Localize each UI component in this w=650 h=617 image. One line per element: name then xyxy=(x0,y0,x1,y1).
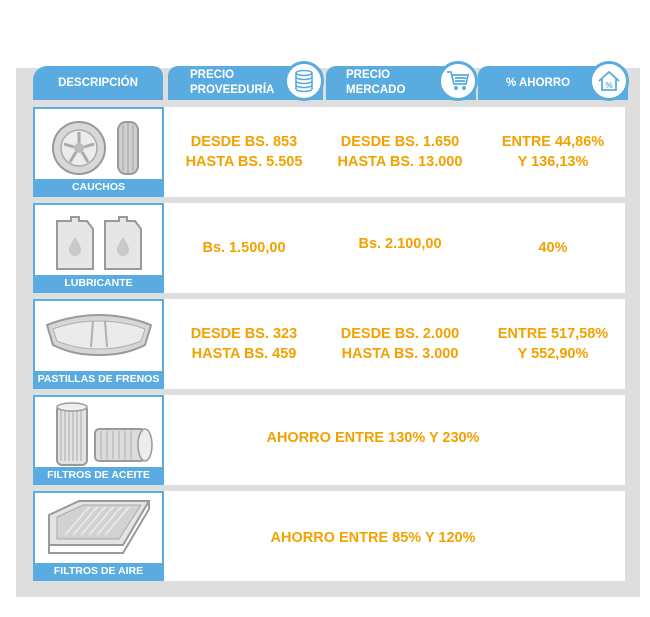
header-descripcion-label: DESCRIPCIÓN xyxy=(58,77,138,89)
oil-containers-icon xyxy=(35,207,162,277)
svg-text:%: % xyxy=(605,81,613,90)
cell-line: Bs. 2.100,00 xyxy=(358,236,442,252)
precio-mercado-cell xyxy=(325,299,475,389)
cell-line: HASTA BS. 459 xyxy=(191,346,297,362)
brake-pad-icon xyxy=(35,303,162,373)
ahorro-cell xyxy=(481,107,625,197)
product-name: PASTILLAS DE FRENOS xyxy=(35,371,162,387)
ahorro-cell xyxy=(481,203,625,293)
product-name: CAUCHOS xyxy=(35,179,162,195)
product-name: LUBRICANTE xyxy=(35,275,162,291)
ahorro-summary-cell xyxy=(145,393,601,483)
precio-mercado-cell xyxy=(325,107,475,197)
header-ahorro-label: % AHORRO xyxy=(506,77,571,89)
table-row xyxy=(33,299,625,389)
ahorro-cell xyxy=(481,299,625,389)
cell-line: DESDE BS. 2.000 xyxy=(340,326,460,342)
cell-line: HASTA BS. 5.505 xyxy=(185,154,303,170)
precio-proveeduria-cell xyxy=(169,203,319,293)
air-filter-icon xyxy=(35,495,162,565)
cell-line: AHORRO ENTRE 85% Y 120% xyxy=(270,530,476,546)
table-row xyxy=(33,395,625,485)
header-precio-mercado-label: PRECIO MERCADO xyxy=(346,69,406,96)
cell-line: ENTRE 44,86% xyxy=(501,134,605,150)
ahorro-summary-cell xyxy=(145,493,601,583)
product-thumb xyxy=(33,299,164,389)
precio-proveeduria-cell xyxy=(169,107,319,197)
product-name: FILTROS DE AIRE xyxy=(35,563,162,579)
cell-line: AHORRO ENTRE 130% Y 230% xyxy=(266,430,480,446)
product-thumb xyxy=(33,107,164,197)
cell-line: HASTA BS. 13.000 xyxy=(337,154,463,170)
cell-line: ENTRE 517,58% xyxy=(497,326,609,342)
tires-icon xyxy=(35,111,162,181)
cell-line: DESDE BS. 323 xyxy=(190,326,298,342)
oil-filter-icon xyxy=(35,399,162,469)
precio-proveeduria-cell xyxy=(169,299,319,389)
cell-line: DESDE BS. 853 xyxy=(190,134,298,150)
header-descripcion xyxy=(33,66,163,100)
table-row xyxy=(33,203,625,293)
table-row xyxy=(33,491,625,581)
cell-line: 40% xyxy=(538,240,568,256)
shopping-cart-icon xyxy=(438,61,478,101)
product-name: FILTROS DE ACEITE xyxy=(35,467,162,483)
cell-line: Y 136,13% xyxy=(517,154,589,170)
cell-line: Y 552,90% xyxy=(517,346,589,362)
cell-line: HASTA BS. 3.000 xyxy=(341,346,459,362)
table-row xyxy=(33,107,625,197)
house-percent-icon xyxy=(589,61,629,101)
header-precio-proveeduria-label: PRECIO PROVEEDURÍA xyxy=(190,69,275,96)
stacked-coins-icon xyxy=(284,61,324,101)
cell-line: Bs. 1.500,00 xyxy=(202,240,286,256)
precio-mercado-cell xyxy=(325,199,475,289)
product-thumb xyxy=(33,203,164,293)
cell-line: DESDE BS. 1.650 xyxy=(340,134,460,150)
